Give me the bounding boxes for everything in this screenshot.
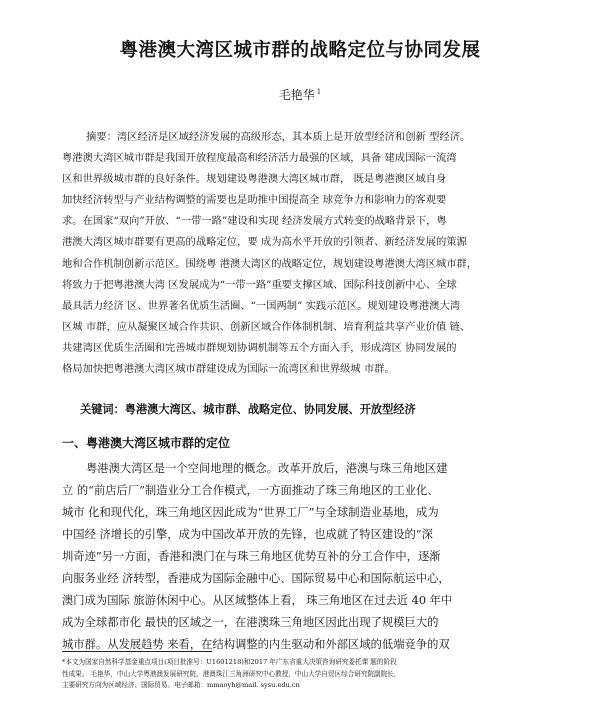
abstract-line: 将致力于把粤港澳大湾 区发展成为“一带一路”重要支撑区域、国际科技创新中心、全球 [62,278,457,291]
abstract-line: 粤港澳大湾区城市群是我国开放程度最高和经济活力最强的区域，具备 建成国际一流湾 [62,152,457,165]
abstract-line: 共建湾区优质生活圈和完善城市群规划协调机制等五个方面入手，形成湾区 协同发展的 [62,341,457,354]
author-footnote-mark: 1 [316,88,322,96]
abstract-line: 加快经济转型与产业结构调整的需要也是助推中国提高全 球竞争力和影响力的客观要 [62,194,447,207]
keywords: 关键词：粤港澳大湾区、城市群、战略定位、协同发展、开放型经济 [80,403,416,416]
footnote-line: 性成果。 毛艳华，中山大学粤港澳发展研究院，港澳珠江三角洲研究中心教授，中山大学自贸区综合研究院副院长， [62,669,401,678]
abstract-line: 港澳大湾区城市群要有更高的战略定位，要 成为高水平开放的引领者、新经济发展的策源 [62,236,467,249]
body-line: 澳门成为国际 旅游休闲中心。从区域整体上看， 珠三角地区在过去近 40 年中 [62,594,453,607]
body-line: 向服务业经 济转型，香港成为国际金融中心、国际贸易中心和国际航运中心， [62,572,450,585]
author-line [0,86,600,103]
body-line: 圳奇迹”另一方面，香港和澳门在与珠三角地区优势互补的分工合作中，逐渐 [62,550,441,563]
body-paragraph [62,458,559,656]
abstract [62,127,559,380]
body-line: 城市 化和现代化，珠三角地区因此成为“世界工厂”与全球制造业基地，成为 [62,506,439,519]
abstract-line: 格局加快把粤港澳大湾区城市群建设成为国际一流湾区和世界级城 市群。 [62,363,395,376]
footnote-line: 主要研究方向为区域经济、国际贸易。电子邮箱：mmaoyh@mail. sysu.edu.cn [62,681,300,689]
abstract-line: 摘要：湾区经济是区域经济发展的高级形态，其本质上是开放型经济和创新 型经济。 [86,131,471,143]
abstract-line: 最具活力经济 区、世界著名优质生活圈、“一国两制” 实践示范区。规划建设粤港澳大湾 [62,299,461,312]
abstract-line: 地和合作机制创新示范区。围绕粤 港澳大湾区的战略定位，规划建设粤港澳大湾区城市群， [62,257,478,270]
footnote [62,657,559,692]
section-heading: 一、粤港澳大湾区城市群的定位 [62,436,231,450]
abstract-line: 区城 市群，应从凝聚区域合作共识、创新区域合作体制机制、培育利益共享产业价值 链、 [62,320,471,333]
body-line: 立 的“前店后厂”制造业分工合作模式，一方面推动了珠三角地区的工业化、 [62,484,439,497]
abstract-line: 区和世界级城市群的良好条件。规划建设粤港澳大湾区城市群， 既是粤港澳区域自身 [62,173,447,186]
body-line: 中国经 济增长的引擎，成为中国改革开放的先锋，也成就了特区建设的“深 [62,528,433,541]
paper-title: 粤港澳大湾区城市群的战略定位与协同发展 [119,40,481,61]
body-line: 粤港澳大湾区是一个空间地理的概念。改革开放后，港澳与珠三角地区建 [86,462,448,475]
footnote-divider [62,651,212,652]
body-line: 城市群。从发展趋势 来看，在结构调整的内生驱动和外部区域的低端竞争的双 [62,638,450,651]
abstract-line: 求。在国家“双向”开放、“一带一路”建设和实现 经济发展方式转变的战略背景下，粤 [62,215,447,228]
footnote-line: *本文为国家自然科学基金重点项目(项目批准号：U1601218)和2017 年广东省重大决策咨询研究委托课 题的阶段 [62,658,397,666]
author-name: 毛艳华 [278,88,315,102]
body-line: 成为全球都市化 最快的区域之一，在港澳珠三角地区因此出现了规模巨大的 [62,616,439,629]
